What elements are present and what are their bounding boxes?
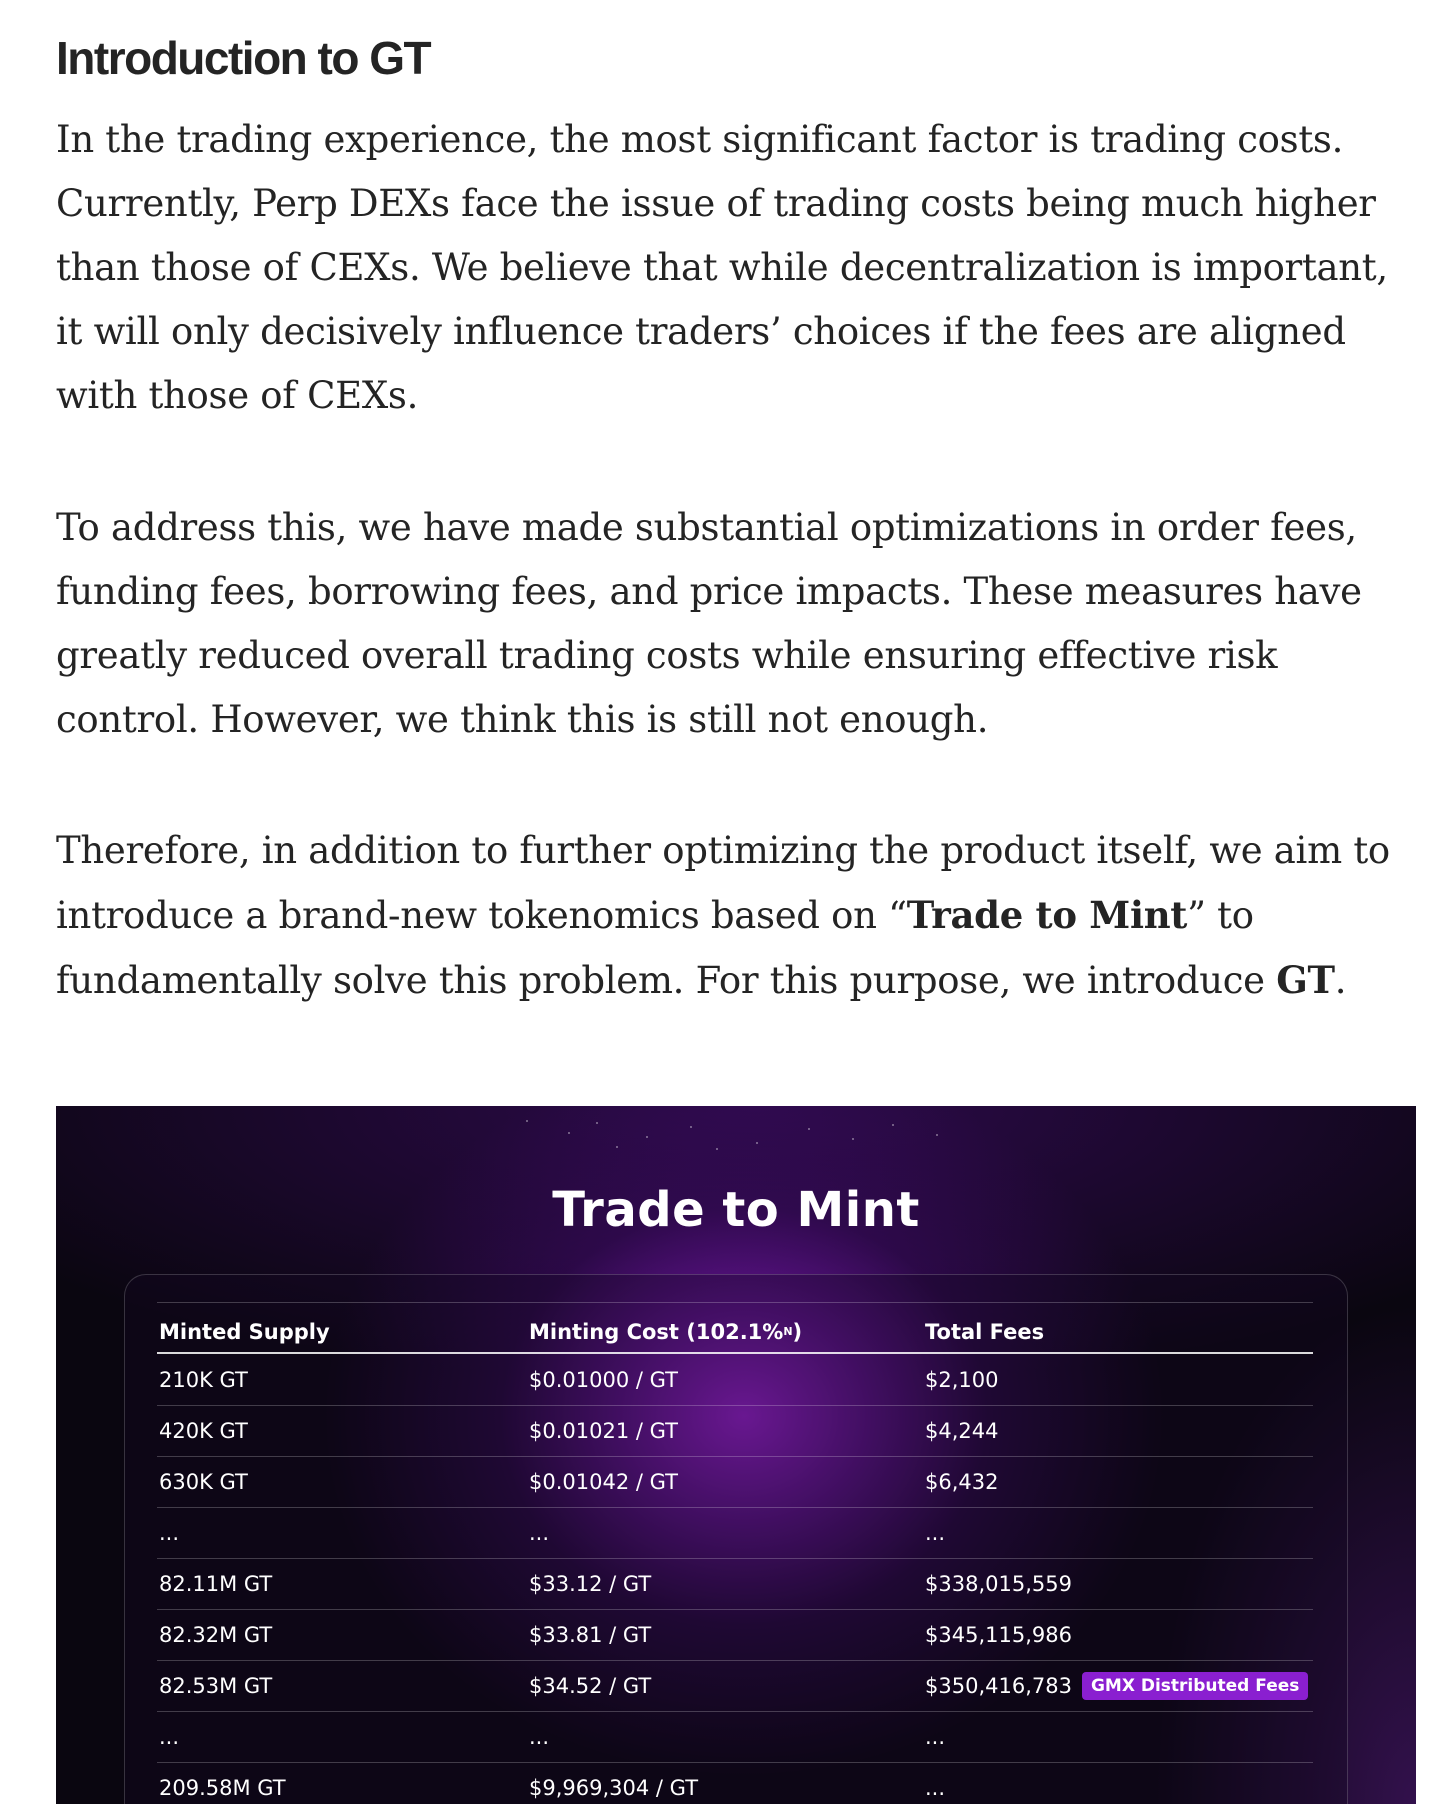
paragraph-3-text-c: .: [1334, 959, 1347, 1002]
cell-total-fees: [925, 1559, 1072, 1609]
header-minting-cost-close: ): [792, 1319, 803, 1344]
cell-minting-cost: $0.01000 / GT: [529, 1367, 678, 1392]
cell-minted-supply: 82.11M GT: [159, 1572, 273, 1596]
cell-minting-cost: ...: [529, 1725, 550, 1749]
paragraph-3-text-b: ” to fundamentally solve this problem. For this purpose, we introduce: [56, 894, 1277, 1002]
minting-table: [157, 1302, 1313, 1804]
table-row: [157, 1354, 1313, 1405]
trade-to-mint-emphasis: Trade to Mint: [906, 893, 1188, 937]
paragraph-1: In the trading experience, the most significant factor is trading costs. Currently, Perp DEXs face the issue of trading costs being much higher than those of CEXs. We believe that while decentralization is important, it will only decisively influence traders’ choices if the fees are aligned with those of CEXs.: [56, 118, 1388, 417]
cell-minting-cost: $33.12 / GT: [529, 1572, 652, 1596]
cell-total-fees: [925, 1508, 945, 1558]
table-row: [157, 1711, 1313, 1762]
header-minting-cost-text: Minting Cost (102.1%: [529, 1319, 784, 1344]
cell-minting-cost: $0.01042 / GT: [529, 1470, 678, 1494]
cell-minted-supply: 82.32M GT: [159, 1623, 273, 1647]
cell-minting-cost: $33.81 / GT: [529, 1623, 652, 1647]
cell-total-fees: [925, 1406, 998, 1456]
table-row: [157, 1558, 1313, 1609]
cell-total-fees: [925, 1661, 1308, 1711]
table-body: [157, 1354, 1313, 1804]
cell-total-fees: [925, 1763, 945, 1804]
total-fees-value: $350,416,783: [925, 1674, 1072, 1698]
cell-total-fees: [925, 1457, 998, 1507]
total-fees-value: $338,015,559: [925, 1572, 1072, 1596]
total-fees-value: ...: [925, 1776, 946, 1800]
cell-minted-supply: 630K GT: [159, 1470, 248, 1494]
cell-minted-supply: 210K GT: [159, 1367, 248, 1392]
table-row: [157, 1405, 1313, 1456]
cell-minting-cost: $34.52 / GT: [529, 1674, 652, 1698]
cell-total-fees: [925, 1712, 945, 1762]
header-minting-cost: [529, 1303, 802, 1356]
cell-minted-supply: 209.58M GT: [159, 1776, 286, 1800]
table-row: [157, 1456, 1313, 1507]
table-header-row: [157, 1302, 1313, 1354]
cell-minted-supply: 82.53M GT: [159, 1674, 273, 1698]
cell-minted-supply: 420K GT: [159, 1419, 248, 1443]
table-row: [157, 1660, 1313, 1711]
paragraph-3: [56, 819, 1416, 1013]
paragraph-2: To address this, we have made substantial optimizations in order fees, funding fees, borrowing fees, and price impacts. These measures have greatly reduced overall trading costs while ensuring effective risk control. However, we think this is still not enough.: [56, 506, 1362, 741]
table-row: [157, 1609, 1313, 1660]
cell-total-fees: [925, 1354, 998, 1405]
total-fees-value: $4,244: [925, 1419, 999, 1443]
total-fees-value: $345,115,986: [925, 1623, 1072, 1647]
header-minted-supply: Minted Supply: [159, 1319, 330, 1344]
cell-minting-cost: $0.01021 / GT: [529, 1419, 678, 1443]
total-fees-value: ...: [925, 1725, 946, 1749]
figure-title: Trade to Mint: [552, 1182, 920, 1238]
table-row: [157, 1507, 1313, 1558]
cell-total-fees: [925, 1610, 1072, 1660]
total-fees-value: $6,432: [925, 1470, 999, 1494]
cell-minted-supply: ...: [159, 1725, 180, 1749]
paragraph-3-text-a: Therefore, in addition to further optimizing the product itself, we aim to introduce a brand-new tokenomics based on “: [56, 829, 1390, 937]
table-card: [124, 1274, 1348, 1804]
header-minting-cost-superscript: N: [783, 1325, 793, 1338]
gmx-distributed-fees-badge: GMX Distributed Fees: [1082, 1672, 1308, 1700]
trade-to-mint-figure: [56, 1106, 1416, 1804]
total-fees-value: ...: [925, 1521, 946, 1545]
cell-minting-cost: ...: [529, 1521, 550, 1545]
table-row: [157, 1762, 1313, 1804]
section-heading: Introduction to GT: [56, 32, 431, 84]
cell-minting-cost: $9,969,304 / GT: [529, 1776, 699, 1800]
cell-minted-supply: ...: [159, 1521, 180, 1545]
total-fees-value: $2,100: [925, 1367, 999, 1392]
header-total-fees: Total Fees: [925, 1319, 1045, 1344]
gt-emphasis: GT: [1276, 958, 1335, 1002]
